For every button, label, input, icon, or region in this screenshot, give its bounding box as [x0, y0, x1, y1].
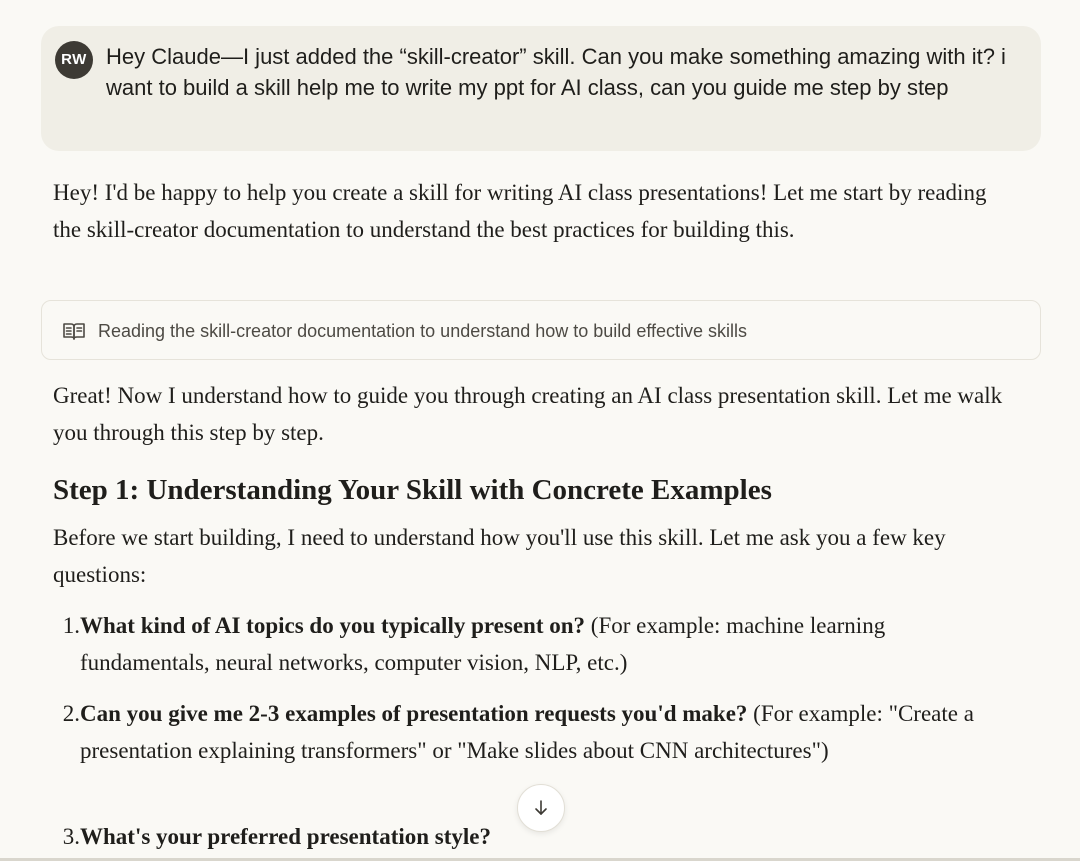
list-item-question: Can you give me 2-3 examples of presentation requests you'd make?: [80, 701, 748, 726]
list-item: [53, 607, 1013, 681]
list-item-question: What's your preferred presentation style?: [80, 824, 491, 849]
list-item-detail: (For example: "Create a presentation explaining transformers" or "Make slides about CNN architectures"): [80, 701, 974, 763]
avatar: RW: [55, 41, 93, 79]
list-item: [53, 695, 1013, 769]
step-intro-text: Before we start building, I need to understand how you'll use this skill. Let me ask you a few key questions:: [53, 525, 946, 587]
list-item-number: 3.: [62, 824, 80, 849]
arrow-down-icon: [531, 798, 551, 818]
tool-call-block[interactable]: [41, 300, 1041, 360]
list-item-number: 2.: [62, 701, 80, 726]
user-message-bubble: [41, 26, 1041, 151]
list-item-detail: (For example: machine learning fundamentals, neural networks, computer vision, NLP, etc.): [80, 613, 886, 675]
tool-call-text: Reading the skill-creator documentation to understand how to build effective skills: [98, 321, 748, 341]
assistant-intro-text: Hey! I'd be happy to help you create a skill for writing AI class presentations! Let me start by reading the skill-creator documentation to understand the best practices for building this.: [53, 180, 987, 242]
assistant-followup-text: Great! Now I understand how to guide you through creating an AI class presentation skill. Let me walk you through this step by step.: [53, 383, 1003, 445]
user-message-text: Hey Claude—I just added the “skill-creator” skill. Can you make something amazing with it? i want to build a skill help me to write my ppt for AI class, can you guide me step by step: [106, 44, 1006, 100]
scroll-to-bottom-button[interactable]: [517, 784, 565, 832]
book-open-icon: [62, 320, 86, 342]
list-item-number: 1.: [62, 613, 80, 638]
list-item-question: What kind of AI topics do you typically present on?: [80, 613, 586, 638]
step-heading: Step 1: Understanding Your Skill with Concrete Examples: [53, 474, 772, 506]
